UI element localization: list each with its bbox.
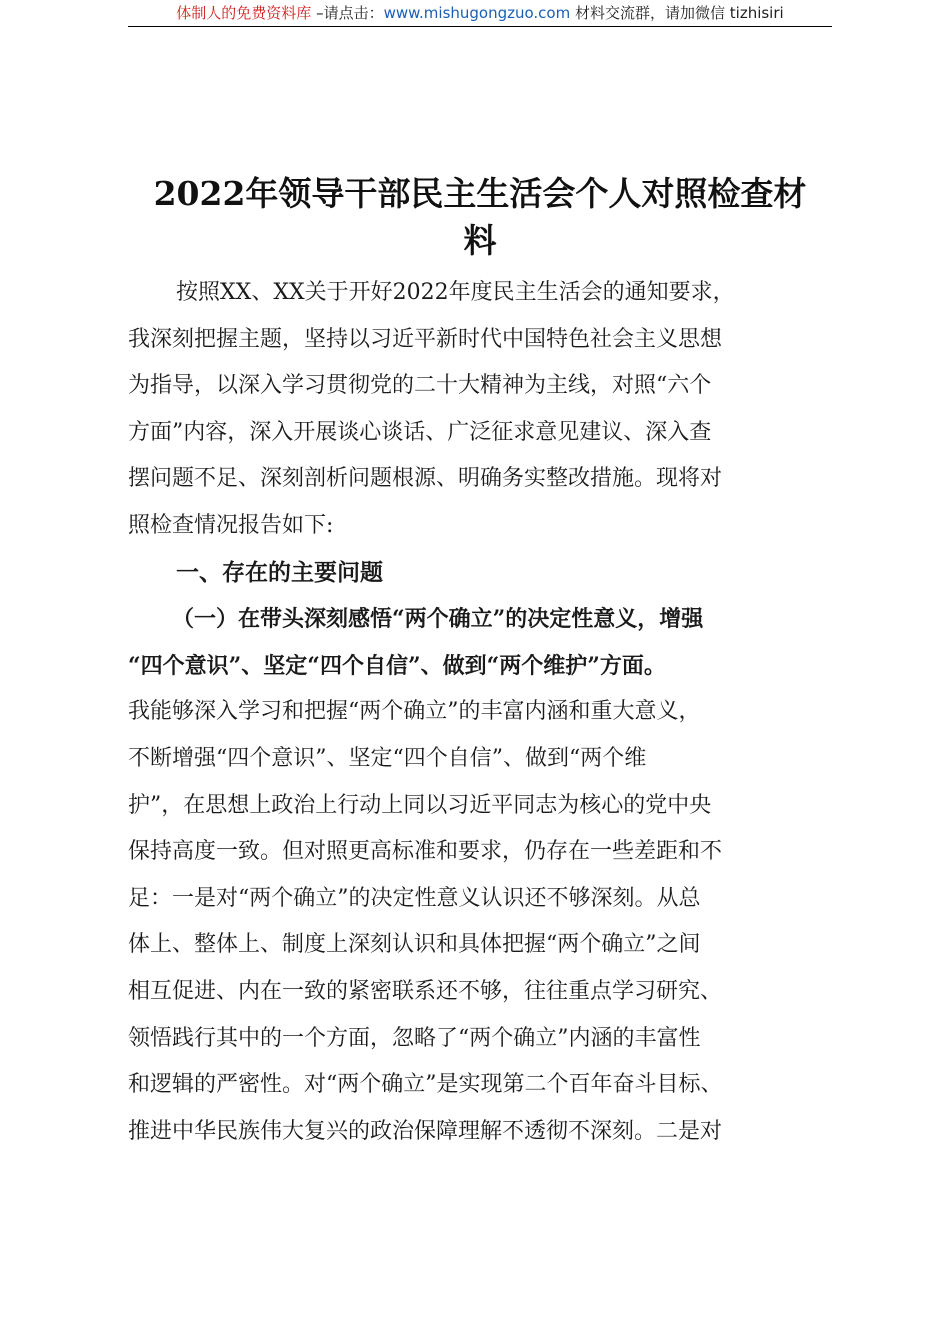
body-line: 体上、整体上、制度上深刻认识和具体把握“两个确立”之间	[128, 932, 701, 958]
document-body	[128, 270, 832, 1155]
title-line-2: 料	[463, 221, 497, 260]
body-line: 保持高度一致。但对照更高标准和要求，仍存在一些差距和不	[128, 839, 723, 865]
body-line: 我能够深入学习和把握“两个确立”的丰富内涵和重大意义，	[128, 699, 701, 725]
intro-line: 我深刻把握主题，坚持以习近平新时代中国特色社会主义思想	[128, 326, 723, 352]
header-prompt: –请点击：	[311, 4, 384, 22]
intro-line: 照检查情况报告如下:	[128, 512, 334, 538]
body-line: 推进中华民族伟大复兴的政治保障理解不透彻不深刻。二是对	[128, 1118, 723, 1144]
header-link[interactable]: www.mishugongzuo.com	[383, 4, 571, 22]
body-line: 护”，在思想上政治上行动上同以习近平同志为核心的党中央	[128, 792, 712, 818]
section-heading: 一、存在的主要问题	[176, 559, 383, 586]
body-line: 和逻辑的严密性。对“两个确立”是实现第二个百年奋斗目标、	[128, 1072, 723, 1098]
subsection-heading: （一）在带头深刻感悟“两个确立”的决定性意义，增强	[172, 606, 704, 633]
header-wechat-note: 材料交流群，请加微信 tizhisiri	[570, 4, 784, 22]
header-site-name: 体制人的免费资料库	[176, 4, 312, 22]
intro-line: 为指导，以深入学习贯彻党的二十大精神为主线，对照“六个	[128, 373, 712, 399]
body-line: 相互促进、内在一致的紧密联系还不够，往往重点学习研究、	[128, 978, 723, 1004]
body-line: 足：一是对“两个确立”的决定性意义认识还不够深刻。从总	[128, 885, 701, 911]
intro-line: 摆问题不足、深刻剖析问题根源、明确务实整改措施。现将对	[128, 466, 723, 492]
body-line: 领悟践行其中的一个方面，忽略了“两个确立”内涵的丰富性	[128, 1025, 701, 1051]
subsection-heading: “四个意识”、坚定“四个自信”、做到“两个维护”方面。	[128, 652, 666, 679]
intro-line: 方面”内容，深入开展谈心谈话、广泛征求意见建议、深入查	[128, 419, 712, 445]
intro-line: 按照XX、XX关于开好2022年度民主生活会的通知要求，	[176, 280, 735, 305]
page-header	[128, 2, 832, 27]
title-line-1: 2022年领导干部民主生活会个人对照检查材	[153, 174, 807, 213]
body-line: 不断增强“四个意识”、坚定“四个自信”、做到“两个维	[128, 745, 647, 771]
document-title	[128, 170, 832, 264]
